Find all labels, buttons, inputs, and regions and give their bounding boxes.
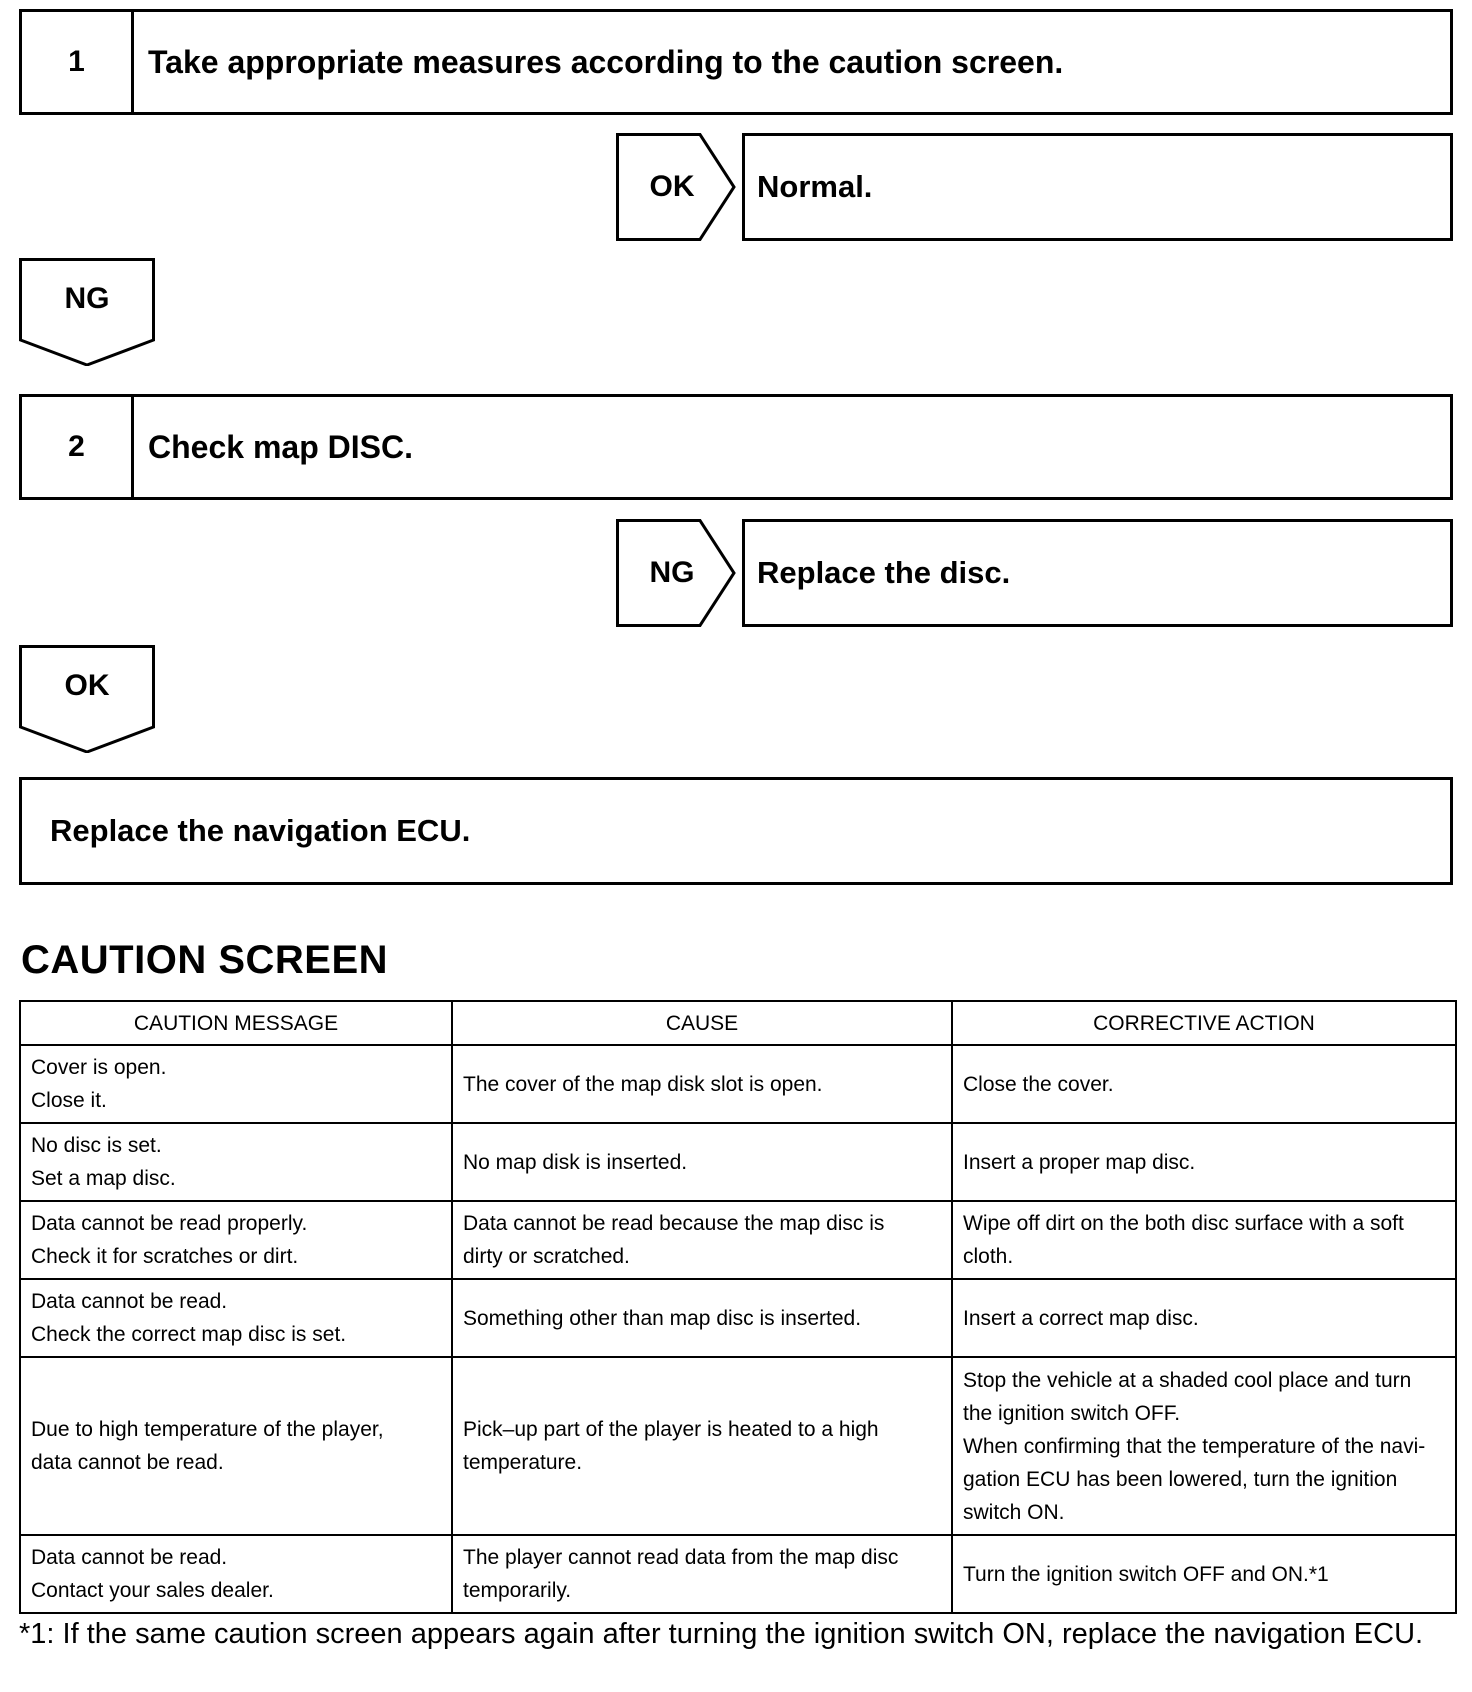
step-1-continue (19, 258, 155, 366)
cell-line: switch ON. (963, 1500, 1065, 1524)
corrective-action-cell (952, 1357, 1456, 1535)
step-text: Check map DISC. (148, 428, 413, 465)
cell-line: gation ECU has been lowered, turn the ignition (963, 1467, 1398, 1491)
branch-label: NG (649, 556, 695, 589)
cell-line: Cover is open. (31, 1056, 167, 1079)
table-row (20, 1123, 1456, 1201)
table-row (20, 1279, 1456, 1357)
cell-line: Check the correct map disc is set. (31, 1323, 347, 1346)
column-header: CAUSE (452, 1001, 952, 1045)
continue-label: OK (64, 669, 110, 702)
step-number: 1 (22, 12, 134, 112)
cell-line: The cover of the map disk slot is open. (463, 1072, 823, 1096)
cell-line: Insert a proper map disc. (963, 1150, 1196, 1174)
cell-line: Close the cover. (963, 1072, 1114, 1096)
corrective-action-cell (952, 1279, 1456, 1357)
cell-line: Check it for scratches or dirt. (31, 1245, 299, 1268)
caution-message-cell (20, 1357, 452, 1535)
cause-cell (452, 1123, 952, 1201)
cell-line: The player cannot read data from the map disc (463, 1546, 899, 1569)
cell-line: Due to high temperature of the player, (31, 1418, 384, 1441)
cause-cell (452, 1045, 952, 1123)
caution-message-cell (20, 1123, 452, 1201)
cell-line: Set a map disc. (31, 1167, 176, 1190)
cell-line: Insert a correct map disc. (963, 1306, 1199, 1330)
final-action-box: Replace the navigation ECU. (19, 777, 1453, 885)
cell-line: Data cannot be read because the map disc is (463, 1212, 885, 1235)
corrective-action-cell (952, 1045, 1456, 1123)
table-header-row (20, 1001, 1456, 1045)
continue-label: NG (64, 282, 110, 315)
footnote: *1: If the same caution screen appears again after turning the ignition switch ON, replace the navigation ECU. (19, 1618, 1424, 1650)
step-text: Take appropriate measures according to the caution screen. (148, 43, 1064, 80)
step-1-box (19, 9, 1453, 115)
branch-label: OK (649, 170, 695, 203)
cell-line: dirty or scratched. (463, 1245, 630, 1268)
cell-line: cloth. (963, 1245, 1014, 1268)
cell-line: Wipe off dirt on the both disc surface with a soft (963, 1212, 1404, 1235)
branch-result: Replace the disc. (742, 519, 1453, 627)
column-header: CAUTION MESSAGE (20, 1001, 452, 1045)
cell-line: Pick–up part of the player is heated to a high (463, 1418, 879, 1441)
cell-line: Close it. (31, 1089, 107, 1112)
step-1-branch (616, 133, 1453, 241)
cause-cell (452, 1535, 952, 1613)
step-2-continue (19, 645, 155, 753)
step-number: 2 (22, 397, 134, 497)
cell-line: Something other than map disc is inserted. (463, 1306, 862, 1330)
section-title: CAUTION SCREEN (21, 938, 389, 982)
caution-message-cell (20, 1535, 452, 1613)
table-row (20, 1201, 1456, 1279)
cell-line: data cannot be read. (31, 1451, 224, 1474)
step-2-box (19, 394, 1453, 500)
cell-line: No disc is set. (31, 1134, 162, 1157)
column-header: CORRECTIVE ACTION (952, 1001, 1456, 1045)
cause-cell (452, 1201, 952, 1279)
corrective-action-cell (952, 1535, 1456, 1613)
caution-message-cell (20, 1045, 452, 1123)
cell-line: Stop the vehicle at a shaded cool place and turn (963, 1368, 1412, 1392)
cell-line: temperature. (463, 1451, 583, 1474)
cell-line: No map disk is inserted. (463, 1150, 688, 1174)
cause-cell (452, 1357, 952, 1535)
cell-line: Turn the ignition switch OFF and ON.*1 (963, 1562, 1329, 1586)
table-row (20, 1535, 1456, 1613)
branch-result: Normal. (742, 133, 1453, 241)
cell-line: Data cannot be read properly. (31, 1212, 308, 1235)
table-row (20, 1045, 1456, 1123)
caution-message-cell (20, 1201, 452, 1279)
cell-line: Data cannot be read. (31, 1546, 228, 1569)
cause-cell (452, 1279, 952, 1357)
cell-line: Data cannot be read. (31, 1290, 228, 1313)
corrective-action-cell (952, 1123, 1456, 1201)
caution-message-cell (20, 1279, 452, 1357)
caution-table (19, 1000, 1457, 1614)
cell-line: When confirming that the temperature of the navi- (963, 1434, 1426, 1458)
step-2-branch (616, 519, 1453, 627)
cell-line: Contact your sales dealer. (31, 1579, 274, 1602)
corrective-action-cell (952, 1201, 1456, 1279)
cell-line: the ignition switch OFF. (963, 1401, 1181, 1425)
table-row (20, 1357, 1456, 1535)
cell-line: temporarily. (463, 1579, 572, 1602)
